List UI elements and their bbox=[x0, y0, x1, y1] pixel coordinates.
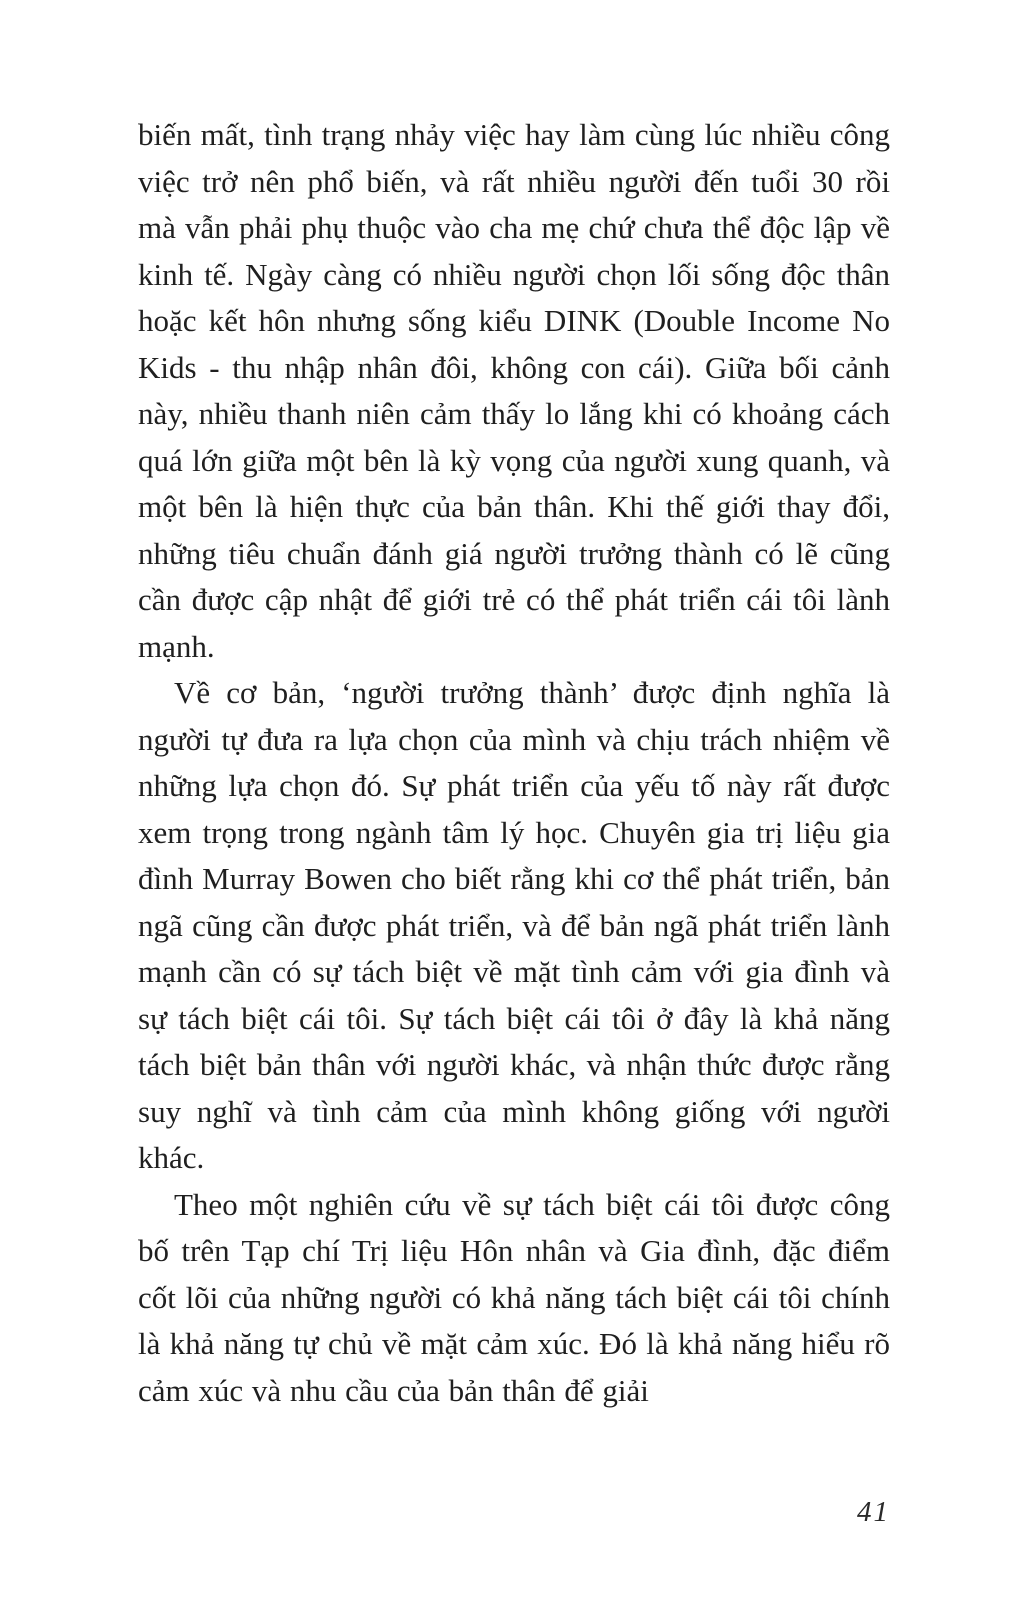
paragraph-1: biến mất, tình trạng nhảy việc hay làm cùng lúc nhiều công việc trở nên phổ biến, và rất nhiều người đến tuổi 30 rồi mà vẫn phải phụ thuộc vào cha mẹ chứ chưa thể độc lập về kinh tế. Ngày càng có nhiều người chọn lối sống độc thân hoặc kết hôn nhưng sống kiểu DINK (Double Income No Kids - thu nhập nhân đôi, không con cái). Giữa bối cảnh này, nhiều thanh niên cảm thấy lo lắng khi có khoảng cách quá lớn giữa một bên là kỳ vọng của người xung quanh, và một bên là hiện thực của bản thân. Khi thế giới thay đổi, những tiêu chuẩn đánh giá người trưởng thành có lẽ cũng cần được cập nhật để giới trẻ có thể phát triển cái tôi lành mạnh. bbox=[138, 117, 890, 664]
paragraph-2: Về cơ bản, ‘người trưởng thành’ được định nghĩa là người tự đưa ra lựa chọn của mình và chịu trách nhiệm về những lựa chọn đó. Sự phát triển của yếu tố này rất được xem trọng trong ngành tâm lý học. Chuyên gia trị liệu gia đình Murray Bowen cho biết rằng khi cơ thể phát triển, bản ngã cũng cần được phát triển, và để bản ngã phát triển lành mạnh cần có sự tách biệt về mặt tình cảm với gia đình và sự tách biệt cái tôi. Sự tách biệt cái tôi ở đây là khả năng tách biệt bản thân với người khác, và nhận thức được rằng suy nghĩ và tình cảm của mình không giống với người khác. bbox=[138, 675, 890, 1175]
page-number: 41 bbox=[857, 1496, 890, 1528]
body-text bbox=[138, 112, 890, 1414]
paragraph-3: Theo một nghiên cứu về sự tách biệt cái tôi được công bố trên Tạp chí Trị liệu Hôn nhân và Gia đình, đặc điểm cốt lõi của những người có khả năng tách biệt cái tôi chính là khả năng tự chủ về mặt cảm xúc. Đó là khả năng hiểu rõ cảm xúc và nhu cầu của bản thân để giải bbox=[138, 1186, 890, 1408]
